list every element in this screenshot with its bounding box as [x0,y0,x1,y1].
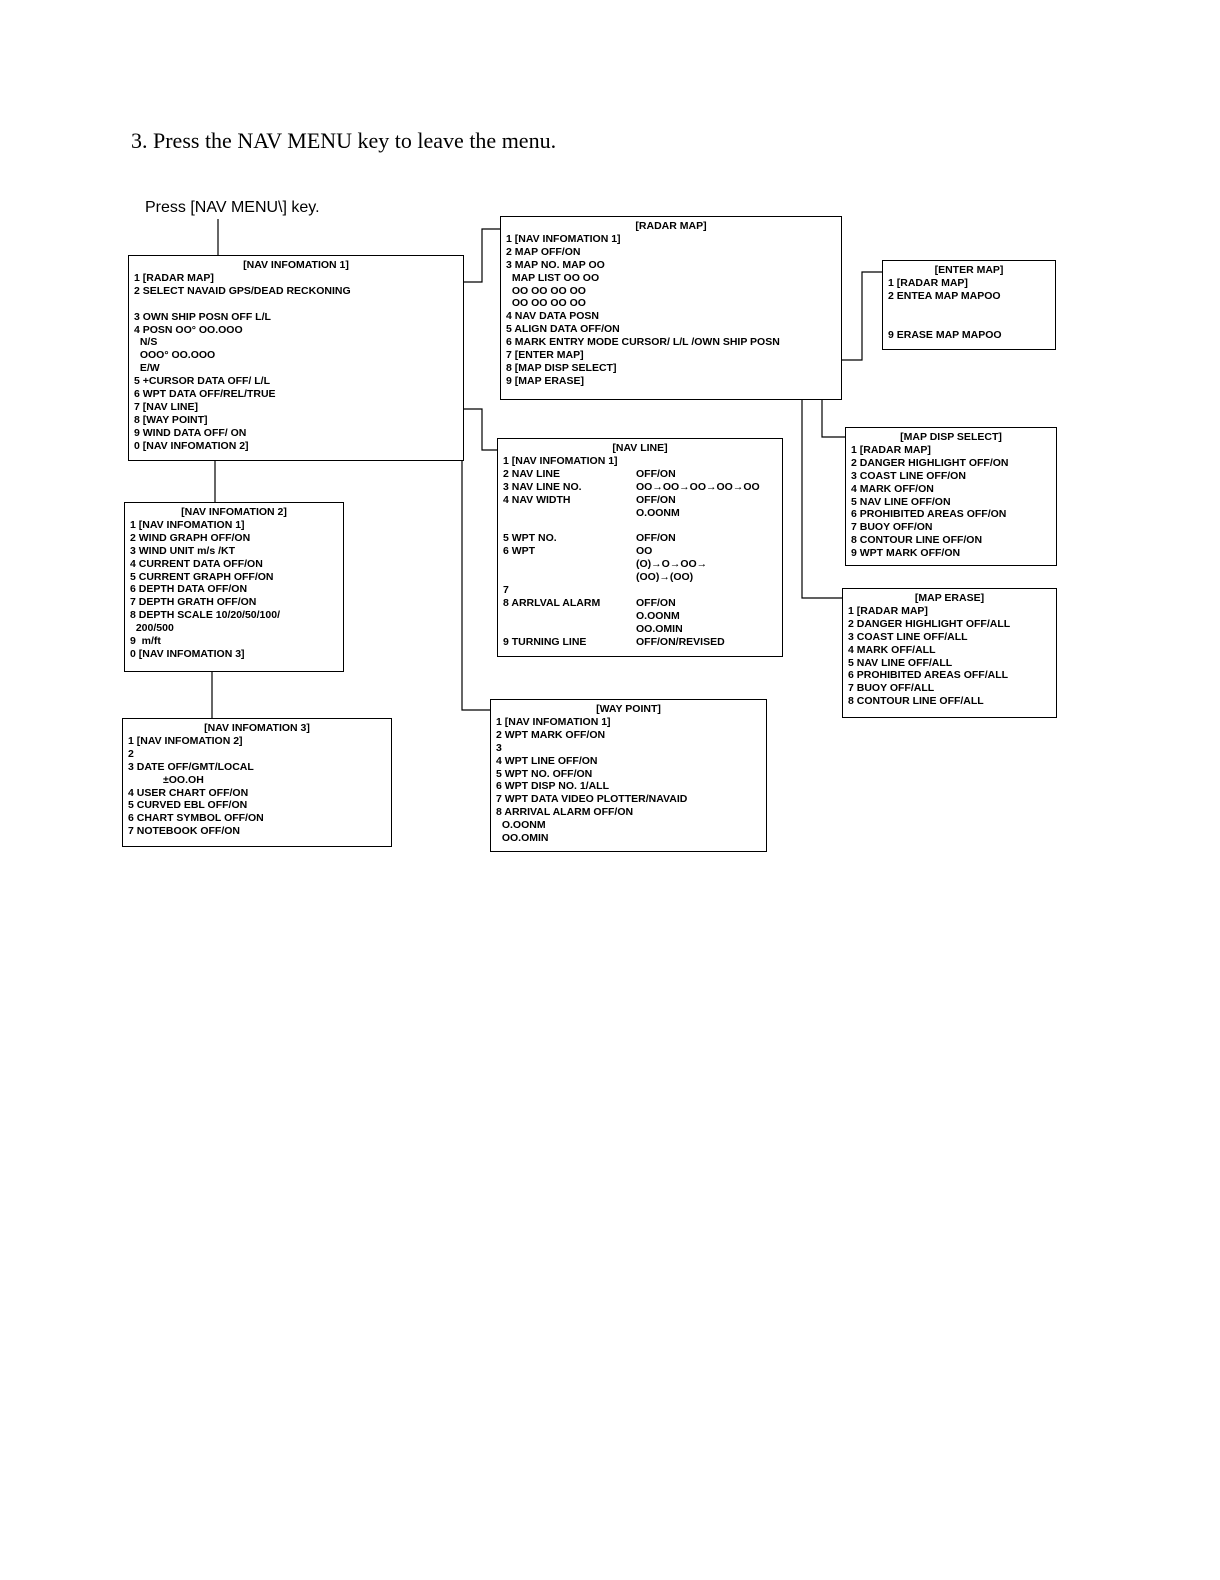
nav-infomation-1-item: 8 [WAY POINT] [134,413,208,426]
map-disp-select-item: 3 COAST LINE OFF/ON [851,469,966,482]
nav-infomation-2-item: 0 [NAV INFOMATION 3] [130,647,245,660]
map-disp-select-box [845,427,1057,566]
nav-infomation-3-item: 3 DATE OFF/GMT/LOCAL [128,760,254,773]
nav-line-item [503,584,777,597]
way-point-item: 5 WPT NO. OFF/ON [496,767,593,780]
nav-line-item [503,636,777,649]
map-disp-select-item: 6 PROHIBITED AREAS OFF/ON [851,508,1007,521]
nav-infomation-2-box [124,502,344,672]
nav-line-item [503,610,777,623]
instruction-text: 3. Press the NAV MENU key to leave the menu. [131,128,557,153]
map-erase-item: 3 COAST LINE OFF/ALL [848,630,968,643]
map-disp-select-item: 5 NAV LINE OFF/ON [851,495,951,508]
radar-map-item: 5 ALIGN DATA OFF/ON [506,323,620,336]
nav-infomation-3-title: [NAV INFOMATION 3] [204,722,310,734]
nav-line-item [503,623,777,636]
radar-map-item: 1 [NAV INFOMATION 1] [506,232,621,245]
map-disp-select-item: 1 [RADAR MAP] [851,443,931,456]
nav-infomation-1-title: [NAV INFOMATION 1] [243,259,349,271]
nav-line-title: [NAV LINE] [612,442,668,454]
nav-line-item [503,494,777,507]
nav-infomation-2-item: 5 CURRENT GRAPH OFF/ON [130,570,274,583]
nav-infomation-2-item: 8 DEPTH SCALE 10/20/50/100/ [130,609,280,622]
nav-line-item [503,571,777,584]
enter-map-item [888,316,1050,329]
enter-map-title: [ENTER MAP] [934,264,1004,276]
nav-line-item-value: (OO)→(OO) [636,571,694,584]
nav-infomation-2-item: 2 WIND GRAPH OFF/ON [130,531,251,544]
nav-line-item-value: O.OONM [636,506,680,519]
nav-infomation-2-item: 6 DEPTH DATA OFF/ON [130,583,248,596]
map-disp-select-title: [MAP DISP SELECT] [900,431,1002,443]
nav-line-item-value: OFF/ON [636,596,676,609]
map-disp-select-item: 9 WPT MARK OFF/ON [851,547,961,560]
nav-line-item-label [503,610,636,623]
nav-infomation-1-item: 5 +CURSOR DATA OFF/ L/L [134,375,271,388]
way-point-box [490,699,767,852]
enter-map-item: 1 [RADAR MAP] [888,276,968,289]
nav-infomation-1-item: OOO° OO.OOO [134,349,216,362]
nav-line-item-value: O.OONM [636,609,680,622]
enter-map-item: 9 ERASE MAP MAPOO [888,328,1002,341]
radar-map-item: 3 MAP NO. MAP OO [506,258,605,271]
nav-infomation-1-item: E/W [134,362,160,375]
nav-line-item [503,519,777,532]
map-erase-item: 1 [RADAR MAP] [848,604,928,617]
map-erase-item: 6 PROHIBITED AREAS OFF/ALL [848,669,1009,682]
nav-line-item-value: OFF/ON [636,532,676,545]
map-disp-select-item: 8 CONTOUR LINE OFF/ON [851,534,983,547]
nav-infomation-1-item: 0 [NAV INFOMATION 2] [134,439,249,452]
nav-infomation-1-item: 3 OWN SHIP POSN OFF L/L [134,310,271,323]
nav-line-item-label [503,571,636,584]
radar-map-item: 2 MAP OFF/ON [506,245,581,258]
radar-map-item: 8 [MAP DISP SELECT] [506,361,617,374]
way-point-item: 4 WPT LINE OFF/ON [496,754,598,767]
way-point-item: 7 WPT DATA VIDEO PLOTTER/NAVAID [496,793,688,806]
nav-line-item [503,532,777,545]
map-disp-select-item: 2 DANGER HIGHLIGHT OFF/ON [851,456,1009,469]
nav-line-item-value: OFF/ON/REVISED [636,635,725,648]
nav-line-item-label: 6 WPT [503,545,536,558]
nav-line-item-label: 4 NAV WIDTH [503,493,571,506]
way-point-item: 3 [496,741,502,754]
nav-infomation-3-item: 5 CURVED EBL OFF/ON [128,799,248,812]
nav-line-item-label: 5 WPT NO. [503,532,557,545]
nav-infomation-2-item: 3 WIND UNIT m/s /KT [130,544,236,557]
map-erase-item: 5 NAV LINE OFF/ALL [848,656,953,669]
map-erase-box [842,588,1057,718]
nav-line-item [503,455,777,468]
press-key-label: Press [NAV MENU\] key. [145,199,320,216]
map-erase-item: 2 DANGER HIGHLIGHT OFF/ALL [848,617,1011,630]
nav-infomation-2-title: [NAV INFOMATION 2] [181,506,287,518]
radar-map-title: [RADAR MAP] [635,220,707,232]
enter-map-box [882,260,1056,350]
enter-map-item: 2 ENTEA MAP MAPOO [888,289,1001,302]
nav-infomation-3-item: 2 [128,747,134,760]
way-point-item: 1 [NAV INFOMATION 1] [496,715,611,728]
radar-map-item: 9 [MAP ERASE] [506,374,584,387]
way-point-title: [WAY POINT] [596,703,661,715]
nav-line-item [503,507,777,520]
nav-infomation-2-item: 9 m/ft [130,635,161,648]
nav-line-item [503,597,777,610]
nav-line-item-value [636,455,777,468]
nav-infomation-1-item: N/S [134,336,158,349]
nav-infomation-1-item: 6 WPT DATA OFF/REL/TRUE [134,388,276,401]
nav-infomation-3-item: 1 [NAV INFOMATION 2] [128,734,243,747]
nav-line-item-label: 8 ARRLVAL ALARM [503,596,601,609]
nav-infomation-1-box [128,255,464,461]
nav-line-item-label: 3 NAV LINE NO. [503,480,582,493]
nav-infomation-1-item: 1 [RADAR MAP] [134,271,214,284]
nav-infomation-3-item: 7 NOTEBOOK OFF/ON [128,825,241,838]
nav-infomation-3-box [122,718,392,847]
radar-map-item: 7 [ENTER MAP] [506,349,584,362]
nav-line-item [503,558,777,571]
radar-map-item: 4 NAV DATA POSN [506,310,599,323]
radar-map-item: OO OO OO OO [506,284,586,297]
nav-infomation-1-item: 9 WIND DATA OFF/ ON [134,426,247,439]
nav-line-item-value [636,584,777,597]
map-erase-item: 8 CONTOUR LINE OFF/ALL [848,695,984,708]
nav-infomation-1-item: 4 POSN OO° OO.OOO [134,323,243,336]
way-point-item: O.OONM [496,819,546,832]
enter-map-item [888,303,1050,316]
nav-line-item-label [503,623,636,636]
nav-line-item-value: OFF/ON [636,493,676,506]
nav-infomation-2-item: 4 CURRENT DATA OFF/ON [130,557,263,570]
nav-line-item-label: 1 [NAV INFOMATION 1] [503,454,618,467]
map-disp-select-item: 7 BUOY OFF/ON [851,521,933,534]
nav-line-box [497,438,783,657]
nav-infomation-2-item: 200/500 [130,622,174,635]
map-disp-select-item: 4 MARK OFF/ON [851,482,934,495]
nav-line-item [503,481,777,494]
nav-infomation-1-item: 2 SELECT NAVAID GPS/DEAD RECKONING [134,284,351,297]
nav-infomation-2-item: 7 DEPTH GRATH OFF/ON [130,596,257,609]
nav-line-item-value: OFF/ON [636,467,676,480]
nav-infomation-2-item: 1 [NAV INFOMATION 1] [130,518,245,531]
way-point-item: 8 ARRIVAL ALARM OFF/ON [496,806,634,819]
way-point-item: 6 WPT DISP NO. 1/ALL [496,780,609,793]
radar-map-item: OO OO OO OO [506,297,586,310]
nav-line-item [503,468,777,481]
nav-line-item-value: OO [636,545,653,558]
map-erase-item: 4 MARK OFF/ALL [848,643,936,656]
nav-infomation-3-item: 6 CHART SYMBOL OFF/ON [128,812,264,825]
nav-infomation-1-item: 7 [NAV LINE] [134,400,198,413]
nav-line-item-label: 7 [503,583,509,596]
nav-line-item-label: 9 TURNING LINE [503,635,587,648]
radar-map-item: MAP LIST OO OO [506,271,600,284]
map-erase-title: [MAP ERASE] [914,592,985,604]
nav-infomation-3-item: ±OO.OH [128,773,204,786]
nav-line-item-label [503,507,636,520]
nav-line-item-value: (O)→O→OO→ [636,558,708,571]
way-point-item: 2 WPT MARK OFF/ON [496,728,606,741]
nav-line-item-label [503,558,636,571]
nav-line-item-label: 2 NAV LINE [503,467,560,480]
nav-infomation-3-item: 4 USER CHART OFF/ON [128,786,249,799]
nav-line-item-value: OO→OO→OO→OO→OO [636,480,760,493]
nav-line-item-value: OO.OMIN [636,622,683,635]
map-erase-item: 7 BUOY OFF/ALL [848,682,935,695]
nav-line-item-label [503,519,636,532]
nav-infomation-1-item [134,298,458,311]
nav-line-item-value [636,519,777,532]
radar-map-item: 6 MARK ENTRY MODE CURSOR/ L/L /OWN SHIP POSN [506,336,780,349]
way-point-item: OO.OMIN [496,832,549,845]
nav-line-item [503,545,777,558]
radar-map-box [500,216,842,400]
